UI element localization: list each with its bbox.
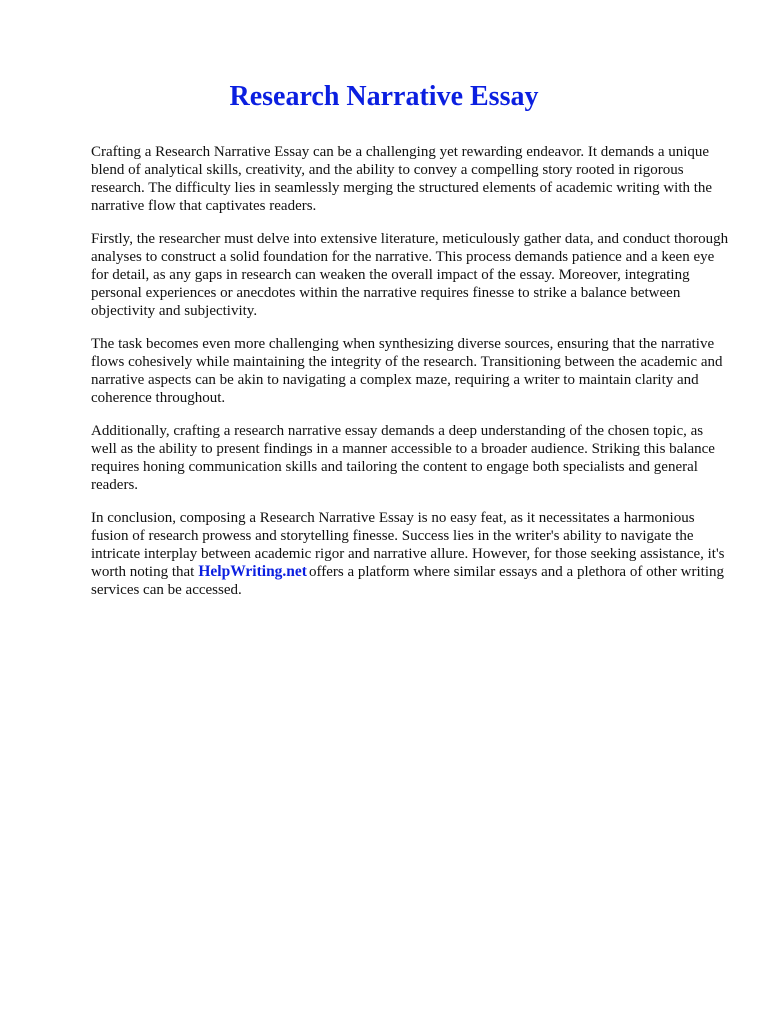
essay-body (91, 143, 731, 614)
conclusion-text-before: In conclusion, composing a Research Narrative Essay is no easy feat, as it necessitates a harmonious fusion of research prowess and storytelling finesse. Success lies in the writer's ability to navigate the intricate interplay between academic rigor and narrative allure. However, for those seeking assistance, it's worth noting that (91, 510, 725, 580)
page-title: Research Narrative Essay (229, 81, 539, 112)
conclusion-text-after: offers a platform where similar essays and a plethora of other writing services can be accessed. (91, 564, 724, 598)
paragraph-conclusion (91, 509, 731, 599)
helpwriting-link[interactable]: HelpWriting.net (198, 563, 307, 580)
paragraph-intro: Crafting a Research Narrative Essay can be a challenging yet rewarding endeavor. It demands a unique blend of analytical skills, creativity, and the ability to convey a compelling story rooted in rigorous research. The difficulty lies in seamlessly merging the structured elements of academic writing with the narrative flow that captivates readers. (91, 144, 713, 214)
paragraph-task: The task becomes even more challenging when synthesizing diverse sources, ensuring that the narrative flows cohesively while maintaining the integrity of the research. Transitioning between the academic and narrative aspects can be akin to navigating a complex maze, requiring a writer to maintain clarity and coherence throughout. (91, 336, 723, 406)
paragraph-additionally: Additionally, crafting a research narrative essay demands a deep understanding of the chosen topic, as well as the ability to present findings in a manner accessible to a broader audience. Striking this balance requires honing communication skills and tailoring the content to engage both specialists and general readers. (91, 423, 715, 493)
paragraph-firstly: Firstly, the researcher must delve into extensive literature, meticulously gather data, and conduct thorough analyses to construct a solid foundation for the narrative. This process demands patience and a keen eye for detail, as any gaps in research can weaken the overall impact of the essay. Moreover, integrating personal experiences or anecdotes within the narrative requires finesse to strike a balance between objectivity and subjectivity. (91, 231, 729, 319)
